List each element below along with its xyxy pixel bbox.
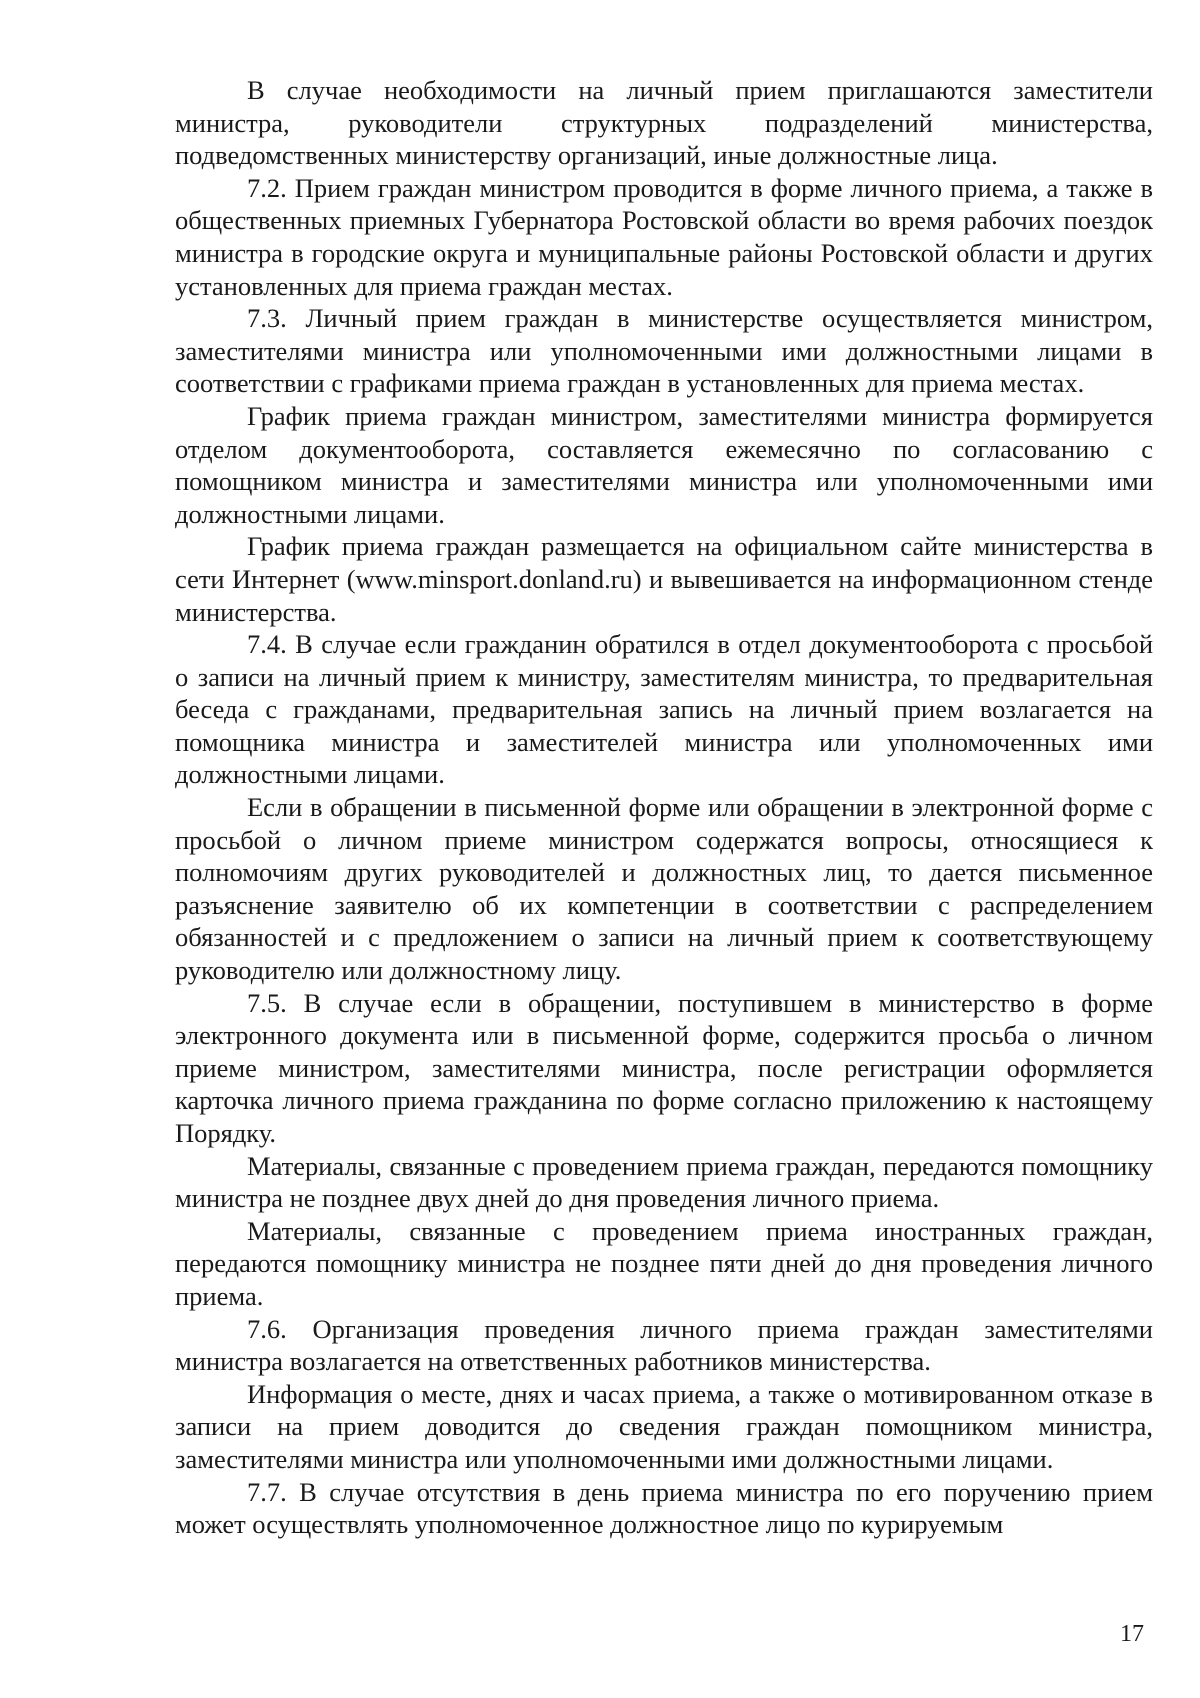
page-number: 17 <box>1120 1621 1144 1647</box>
paragraph-invited-officials: В случае необходимости на личный прием приглашаются заместители министра, руководители структурных подразделений министерства, подведомственных министерству организаций, иные должностные лица. <box>175 75 1153 171</box>
paragraph-7-2: 7.2. Прием граждан министром проводится в форме личного приема, а также в общественных приемных Губернатора Ростовской области во время рабочих поездок министра в городские округа и муниципальные районы Ростовской области и других установленных для приема граждан местах. <box>175 172 1153 301</box>
paragraph-7-7: 7.7. В случае отсутствия в день приема министра по его поручению прием может осуществлять уполномоченное должностное лицо по курируемым <box>175 1476 1153 1540</box>
document-body <box>175 74 1153 1541</box>
paragraph-7-3: 7.3. Личный прием граждан в министерстве осуществляется министром, заместителями министра или уполномоченными ими должностными лицами в соответствии с графиками приема граждан в установленных для приема местах. <box>175 303 1153 399</box>
paragraph-materials-foreign-citizens: Материалы, связанные с проведением приема иностранных граждан, передаются помощнику министра не позднее пяти дней до дня проведения личного приема. <box>175 1215 1153 1311</box>
paragraph-reception-information: Информация о месте, днях и часах приема, а также о мотивированном отказе в записи на прием доводится до сведения граждан помощником министра, заместителями министра или уполномоченными ими должностными лицами. <box>175 1378 1153 1474</box>
paragraph-7-4: 7.4. В случае если гражданин обратился в отдел документооборота с просьбой о записи на личный прием к министру, заместителям министра, то предварительная беседа с гражданами, предварительная запись на личный прием возлагается на помощника министра и заместителей министра или уполномоченных ими должностными лицами. <box>175 629 1153 790</box>
paragraph-7-6: 7.6. Организация проведения личного приема граждан заместителями министра возлагается на ответственных работников министерства. <box>175 1313 1153 1377</box>
paragraph-7-5: 7.5. В случае если в обращении, поступившем в министерство в форме электронного документа или в письменной форме, содержится просьба о личном приеме министром, заместителями министра, после регистрации оформляется карточка личного приема гражданина по форме согласно приложению к настоящему Порядку. <box>175 987 1153 1148</box>
paragraph-schedule-publication: График приема граждан размещается на официальном сайте министерства в сети Интернет (www.minsport.donland.ru) и вывешивается на информационном стенде министерства. <box>175 531 1153 627</box>
paragraph-materials-citizens: Материалы, связанные с проведением приема граждан, передаются помощнику министра не позднее двух дней до дня проведения личного приема. <box>175 1150 1153 1214</box>
paragraph-other-officials: Если в обращении в письменной форме или обращении в электронной форме с просьбой о личном приеме министром содержатся вопросы, относящиеся к полномочиям других руководителей и должностных лиц, то дается письменное разъяснение заявителю об их компетенции в соответствии с распределением обязанностей и с предложением о записи на личный прием к соответствующему руководителю или должностному лицу. <box>175 792 1153 986</box>
paragraph-schedule-formation: График приема граждан министром, заместителями министра формируется отделом документооборота, составляется ежемесячно по согласованию с помощником министра и заместителями министра или уполномоченными ими должностными лицами. <box>175 400 1153 529</box>
